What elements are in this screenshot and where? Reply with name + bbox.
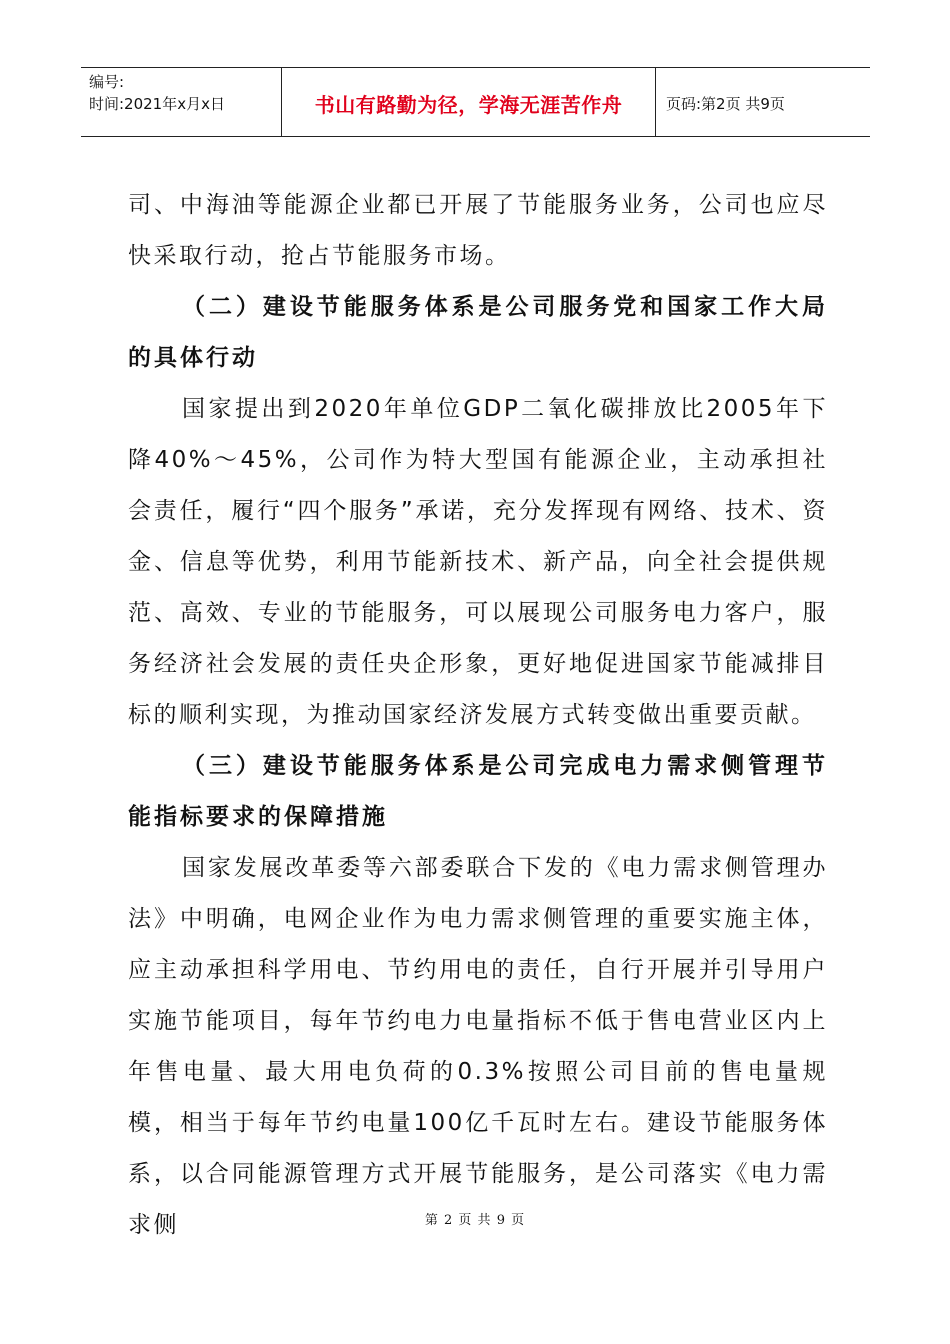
section-heading-3: （三）建设节能服务体系是公司完成电力需求侧管理节能指标要求的保障措施 [128,753,828,830]
header-page-info: 页码:第2页 共9页 [666,94,785,113]
header-code-label: 编号: [89,73,125,91]
page-footer: 第 2 页 共 9 页 [424,1213,526,1228]
paragraph-3: 国家发展改革委等六部委联合下发的《电力需求侧管理办法》中明确，电网企业作为电力需求侧管理的重要实施主体，应主动承担科学用电、节约用电的责任，自行开展并引导用户实施节能项目，每年节约电力电量指标不低于售电营业区内上年售电量、最大用电负荷的0.3%按照公司目前的售电量规模，相当于每年节约电量100亿千瓦时左右。建设节能服务体系，以合同能源管理方式开展节能服务，是公司落实《电力需求侧 [128,855,828,1238]
header-meta-cell [81,68,282,136]
section-heading-2: （二）建设节能服务体系是公司服务党和国家工作大局的具体行动 [128,294,828,371]
header-date-label: 时间:2021年x月x日 [89,95,225,113]
paragraph-2: 国家提出到2020年单位GDP二氧化碳排放比2005年下降40%～45%，公司作为特大型国有能源企业，主动承担社会责任，履行“四个服务”承诺，充分发挥现有网络、技术、资金、信息等优势，利用节能新技术、新产品，向全社会提供规范、高效、专业的节能服务，可以展现公司服务电力客户，服务经济社会发展的责任央企形象，更好地促进国家节能减排目标的顺利实现，为推动国家经济发展方式转变做出重要贡献。 [128,396,828,728]
document-body [128,180,828,1251]
document-header [81,67,870,137]
paragraph-continuation: 司、中海油等能源企业都已开展了节能服务业务，公司也应尽快采取行动，抢占节能服务市场。 [128,192,828,269]
header-motto: 书山有路勤为径，学海无涯苦作舟 [282,68,656,136]
